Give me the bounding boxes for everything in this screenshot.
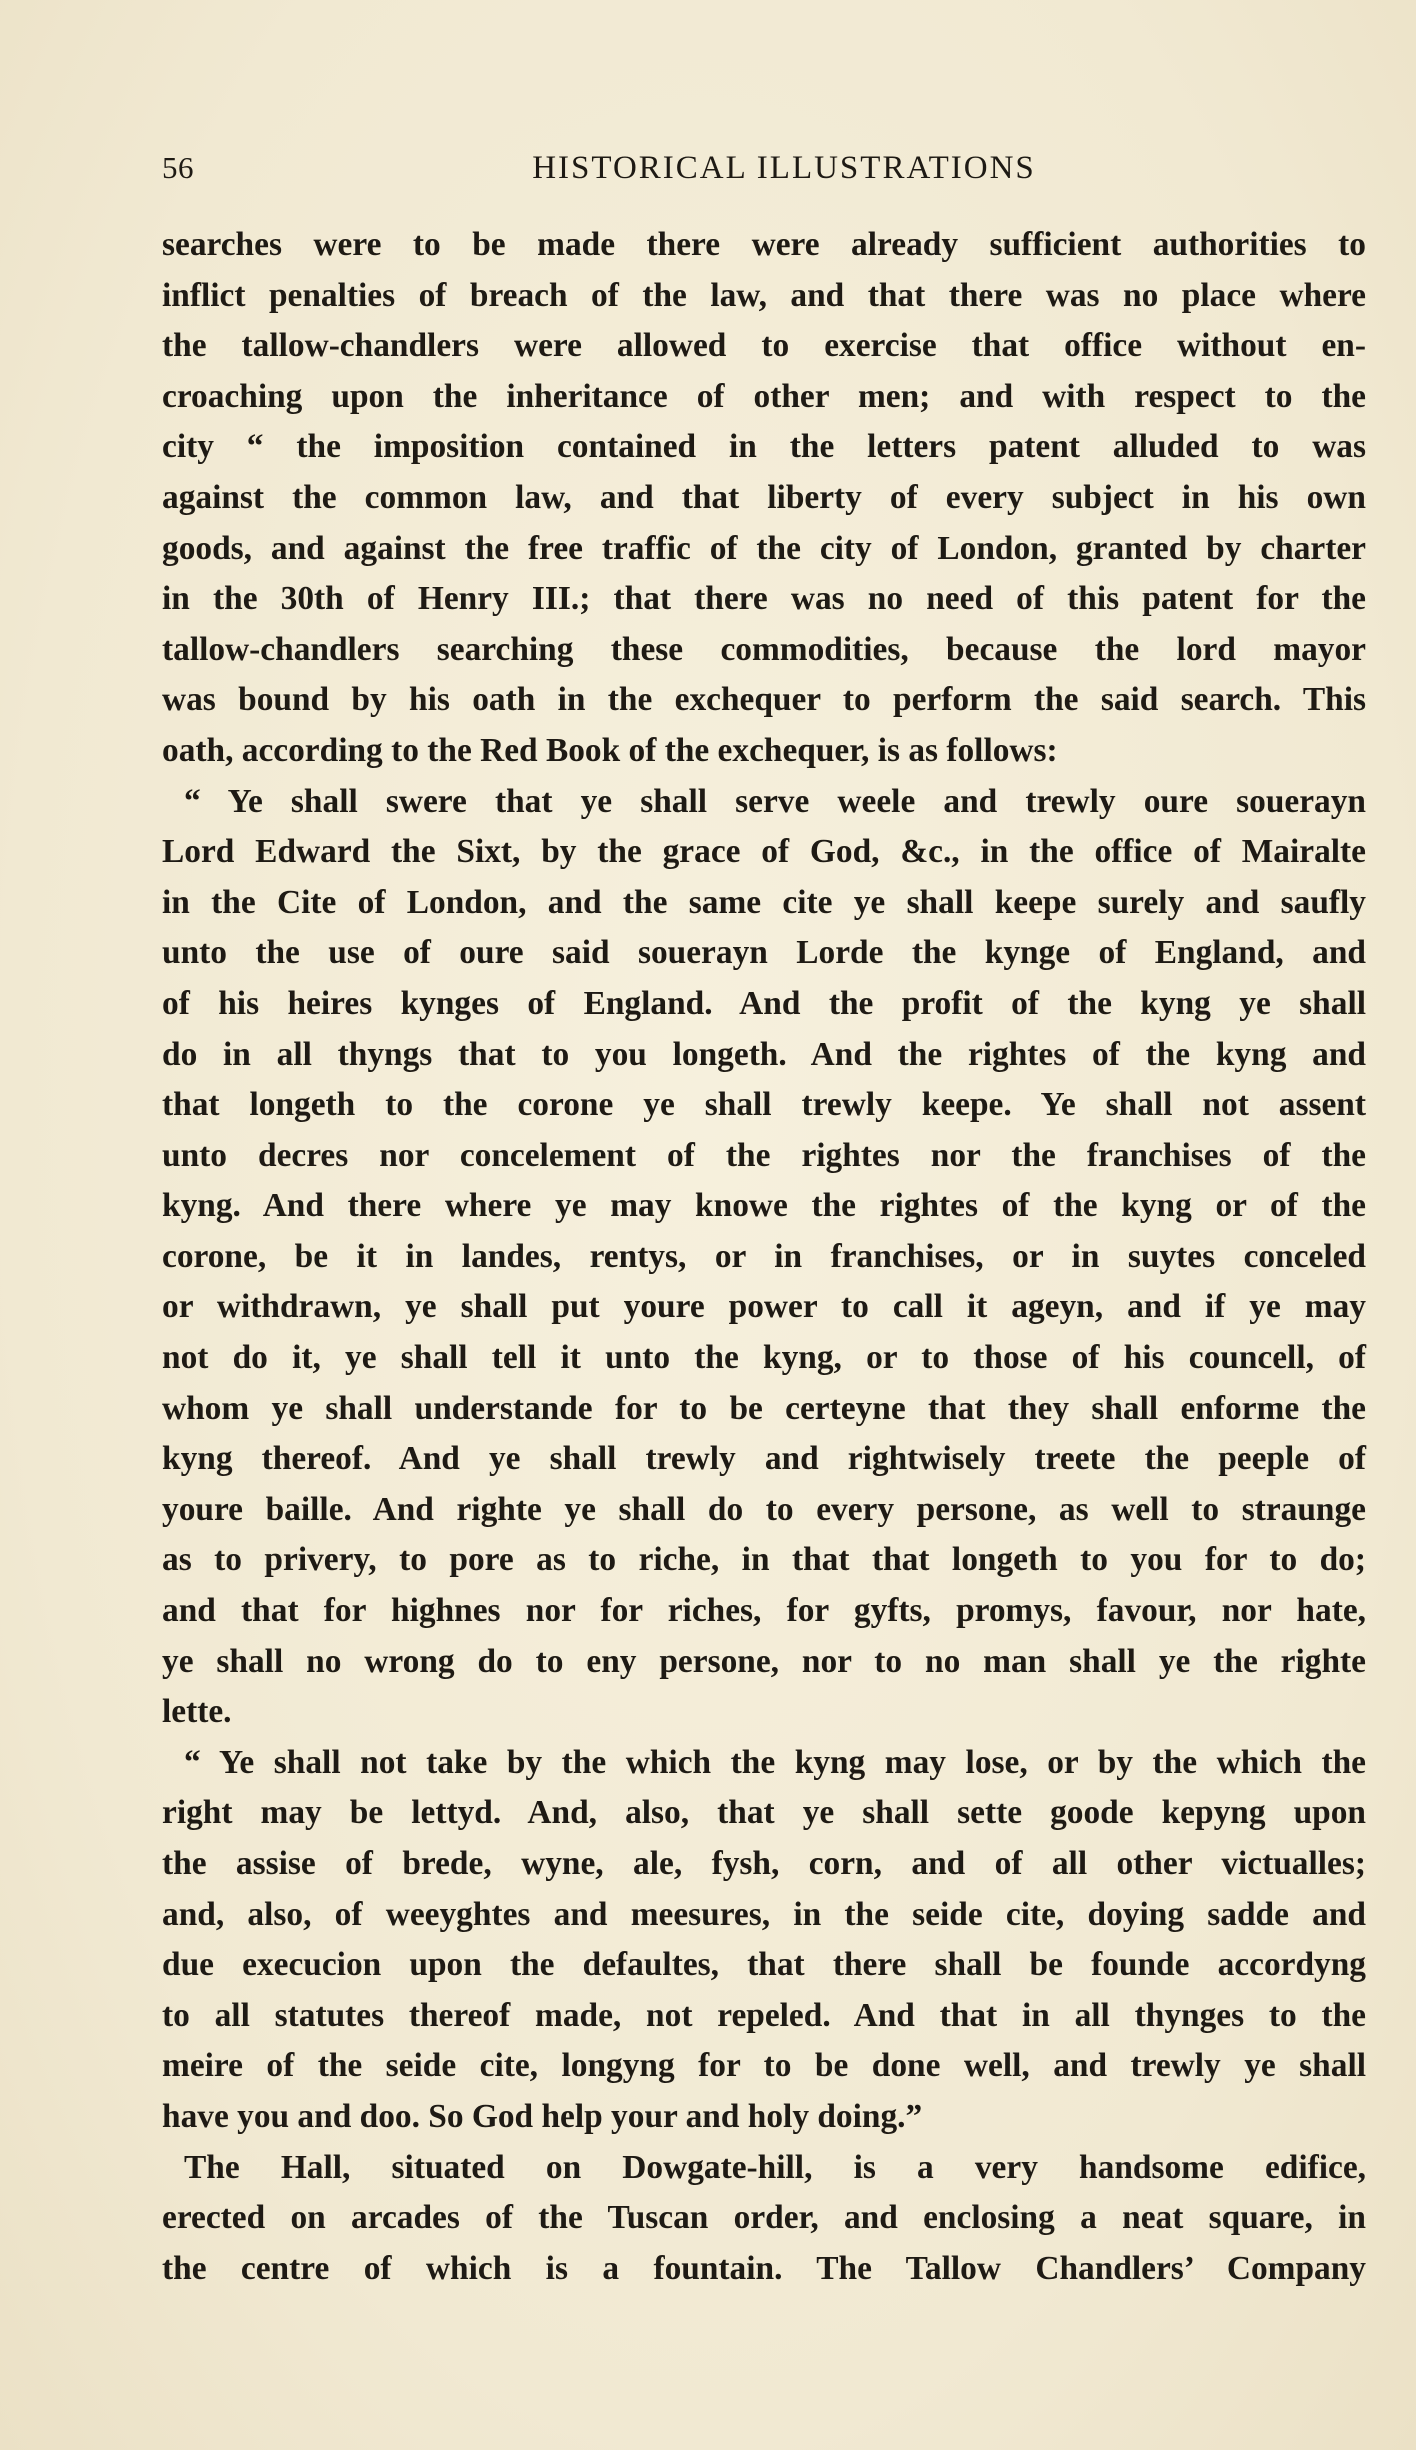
- text-line: due execucion upon the defaultes, that there shall be founde accordyng: [162, 1946, 1366, 1984]
- text-line: against the common law, and that liberty of every subject in his own: [162, 478, 1366, 516]
- text-line: unto decres nor concelement of the rightes nor the franchises of the: [162, 1136, 1366, 1174]
- text-line: whom ye shall understande for to be certeyne that they shall enforme the: [162, 1389, 1366, 1427]
- text-line: right may be lettyd. And, also, that ye shall sette goode kepyng upon: [162, 1794, 1366, 1832]
- text-line: lette.: [162, 1693, 232, 1731]
- text-line: kyng thereof. And ye shall trewly and rightwisely treete the peeple of: [162, 1440, 1366, 1478]
- text-line: The Hall, situated on Dowgate-hill, is a very handsome edifice,: [184, 2148, 1366, 2186]
- text-line: to all statutes thereof made, not repeled. And that in all thynges to the: [162, 1996, 1366, 2034]
- text-line: in the Cite of London, and the same cite ye shall keepe surely and saufly: [162, 883, 1366, 921]
- page-number: 56: [162, 150, 194, 185]
- text-line: youre baille. And righte ye shall do to every persone, as well to straunge: [162, 1490, 1366, 1528]
- text-line: inflict penalties of breach of the law, and that there was no place where: [162, 276, 1366, 314]
- text-line: as to privery, to pore as to riche, in that that longeth to you for to do;: [162, 1541, 1366, 1579]
- text-line: goods, and against the free traffic of the city of London, granted by charter: [162, 529, 1366, 567]
- text-line: and, also, of weeyghtes and meesures, in the seide cite, doying sadde and: [162, 1895, 1366, 1933]
- text-line: the assise of brede, wyne, ale, fysh, corn, and of all other victualles;: [162, 1845, 1366, 1882]
- text-line: croaching upon the inheritance of other men; and with respect to the: [162, 377, 1366, 415]
- text-line: searches were to be made there were already sufficient authorities to: [162, 226, 1366, 263]
- text-line: or withdrawn, ye shall put youre power to call it ageyn, and if ye may: [162, 1288, 1366, 1326]
- text-line: erected on arcades of the Tuscan order, and enclosing a neat square, in: [162, 2199, 1366, 2237]
- body-text: [162, 220, 1366, 2294]
- text-line: in the 30th of Henry III.; that there was no need of this patent for the: [162, 580, 1366, 618]
- text-line: “ Ye shall not take by the which the kyng may lose, or by the which the: [184, 1743, 1366, 1781]
- text-line: unto the use of oure said souerayn Lorde the kynge of England, and: [162, 934, 1366, 972]
- page-header: [162, 150, 1366, 196]
- text-line: of his heires kynges of England. And the profit of the kyng ye shall: [162, 984, 1366, 1022]
- text-line: ye shall no wrong do to eny persone, nor to no man shall ye the righte: [162, 1642, 1366, 1680]
- text-line: not do it, ye shall tell it unto the kyng, or to those of his councell, of: [162, 1339, 1366, 1377]
- text-line: and that for highnes nor for riches, for gyfts, promys, favour, nor hate,: [162, 1592, 1366, 1630]
- text-line: have you and doo. So God help your and holy doing.”: [162, 2097, 923, 2135]
- text-line: that longeth to the corone ye shall trewly keepe. Ye shall not assent: [162, 1086, 1366, 1124]
- text-line: “ Ye shall swere that ye shall serve weele and trewly oure souerayn: [184, 782, 1366, 820]
- running-head: HISTORICAL ILLUSTRATIONS: [532, 150, 1036, 186]
- text-line: oath, according to the Red Book of the exchequer, is as follows:: [162, 731, 1058, 769]
- text-line: do in all thyngs that to you longeth. And the rightes of the kyng and: [162, 1035, 1366, 1073]
- text-line: meire of the seide cite, longyng for to be done well, and trewly ye shall: [162, 2047, 1366, 2085]
- text-line: the centre of which is a fountain. The Tallow Chandlers’ Company: [162, 2249, 1366, 2287]
- text-line: Lord Edward the Sixt, by the grace of God, &c., in the office of Mairalte: [162, 833, 1366, 871]
- text-line: was bound by his oath in the exchequer to perform the said search. This: [162, 681, 1366, 719]
- text-line: city “ the imposition contained in the letters patent alluded to was: [162, 428, 1366, 466]
- text-line: corone, be it in landes, rentys, or in franchises, or in suytes conceled: [162, 1237, 1366, 1275]
- text-line: the tallow-chandlers were allowed to exercise that office without en-: [162, 327, 1366, 365]
- text-line: tallow-chandlers searching these commodities, because the lord mayor: [162, 630, 1366, 668]
- text-line: kyng. And there where ye may knowe the rightes of the kyng or of the: [162, 1187, 1366, 1225]
